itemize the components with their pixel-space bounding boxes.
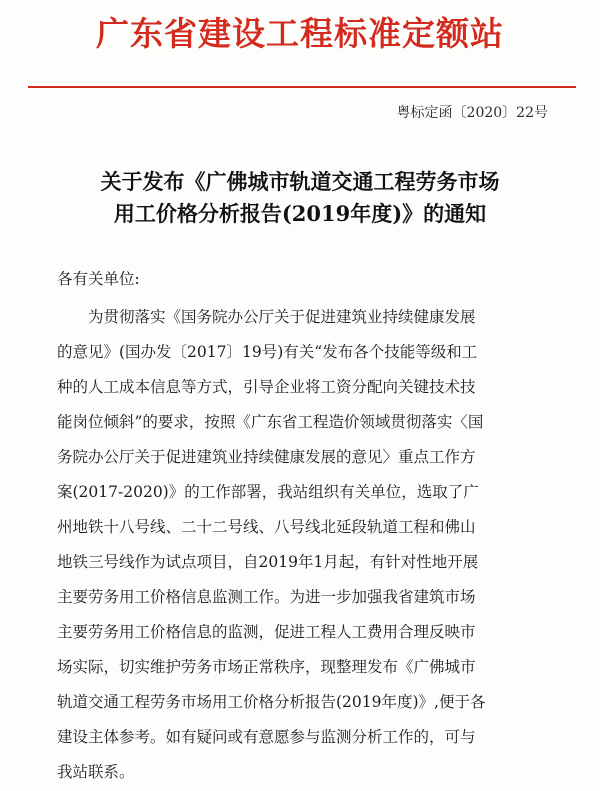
notice-title-line-2: 用工价格分析报告(2019年度)》的通知 — [113, 201, 487, 226]
body-line: 轨道交通工程劳务市场用工价格分析报告(2019年度)》,便于各 — [57, 693, 486, 711]
body-line: 建设主体参考。如有疑问或有意愿参与监测分析工作的，可与 — [57, 728, 476, 746]
document-number: 粤标定函〔2020〕22号 — [396, 105, 548, 121]
body-line: 场实际，切实维护劳务市场正常秩序，现整理发布《广佛城市 — [57, 658, 476, 676]
body-line: 我站联系。 — [57, 763, 135, 781]
red-divider — [28, 86, 576, 88]
body-line: 主要劳务用工价格信息监测工作。为进一步加强我省建筑市场 — [57, 588, 476, 606]
salutation: 各有关单位: — [57, 270, 140, 288]
body-line: 案(2017-2020)》的工作部署，我站组织有关单位，选取了广 — [57, 483, 479, 501]
body-line: 为贯彻落实《国务院办公厅关于促进建筑业持续健康发展 — [88, 308, 476, 326]
body-line: 主要劳务用工价格信息的监测，促进工程人工费用合理反映市 — [57, 623, 476, 641]
body-line: 地铁三号线作为试点项目，自2019年1月起，有针对性地开展 — [57, 553, 479, 571]
body-line: 务院办公厅关于促进建筑业持续健康发展的意见〉重点工作方 — [57, 448, 476, 466]
letterhead-title: 广东省建设工程标准定额站 — [96, 14, 504, 53]
body-line: 州地铁十八号线、二十二号线、八号线北延段轨道工程和佛山 — [57, 518, 476, 536]
notice-title-line-1: 关于发布《广佛城市轨道交通工程劳务市场 — [100, 169, 500, 194]
body-line: 的意见》(国办发〔2017〕19号)有关“发布各个技能等级和工 — [57, 343, 478, 361]
body-line: 能岗位倾斜”的要求，按照《广东省工程造价领域贯彻落实〈国 — [57, 413, 484, 431]
body-line: 种的人工成本信息等方式，引导企业将工资分配向关键技术技 — [57, 378, 476, 396]
